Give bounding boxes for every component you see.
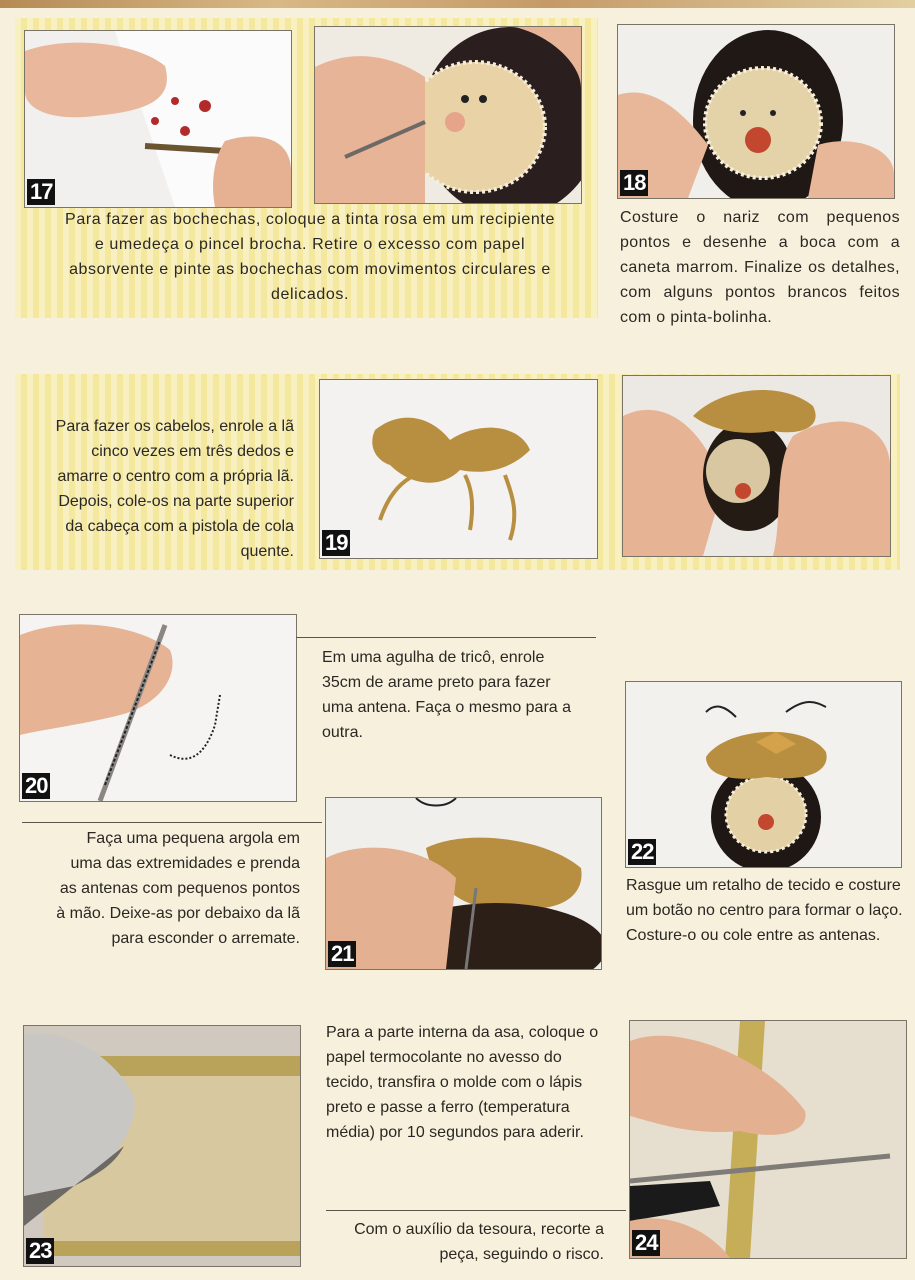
photo-17-paper-brush — [24, 30, 292, 208]
top-edge-decoration — [0, 0, 915, 8]
step-17-text: Para fazer as bochechas, coloque a tinta rosa em um recipiente e umedeça o pincel brocha. Retire o excesso com papel absorvente e pinte as bochechas com movimentos circulares e delicados. — [65, 211, 555, 303]
step-23-text: Para a parte interna da asa, coloque o papel termocolante no avesso do tecido, transfira o molde com o lápis preto e passe a ferro (temperatura média) por 10 segundos para aderir. — [326, 1024, 599, 1141]
photo-20-wire-needle — [19, 614, 297, 802]
step-21-text: Faça uma pequena argola em uma das extremidades e prenda as antenas com pequenos pontos à mão. Deixe-as por debaixo da lã para esconder o arremate. — [56, 830, 300, 947]
step-number-23: 23 — [26, 1238, 54, 1264]
photo-21-sewing-antennae — [325, 797, 602, 970]
step-number-17: 17 — [27, 179, 55, 205]
photo-23-ironing — [23, 1025, 301, 1267]
step-number-22: 22 — [628, 839, 656, 865]
step-18-text: Costure o nariz com pequenos pontos e desenhe a boca com a caneta marrom. Finalize os detalhes, com alguns pontos brancos feitos com o pinta-bolinha. — [620, 209, 900, 326]
step-number-24: 24 — [632, 1230, 660, 1256]
photo-19-yarn-hair — [319, 379, 598, 559]
divider-20-top — [296, 637, 596, 638]
divider-21-top — [22, 822, 322, 823]
step-24-text: Com o auxílio da tesoura, recorte a peça, seguindo o risco. — [354, 1221, 604, 1263]
step-number-21: 21 — [328, 941, 356, 967]
photo-18-nose — [617, 24, 895, 199]
photo-24-cutting — [629, 1020, 907, 1259]
step-20-text: Em uma agulha de tricô, enrole 35cm de arame preto para fazer uma antena. Faça o mesmo para a outra. — [322, 649, 572, 741]
step-number-19: 19 — [322, 530, 350, 556]
photo-19-gluing-hair — [622, 375, 891, 557]
step-19-text: Para fazer os cabelos, enrole a lã cinco vezes em três dedos e amarre o centro com a própria lã. Depois, cole-os na parte superior da cabeça com a pistola de cola quente. — [55, 418, 294, 560]
divider-24-top — [326, 1210, 626, 1211]
photo-22-finished-head — [625, 681, 902, 868]
step-number-18: 18 — [620, 170, 648, 196]
photo-17-painting-cheeks — [314, 26, 582, 204]
step-number-20: 20 — [22, 773, 50, 799]
step-22-text: Rasgue um retalho de tecido e costure um botão no centro para formar o laço. Costure-o ou cole entre as antenas. — [626, 877, 903, 944]
